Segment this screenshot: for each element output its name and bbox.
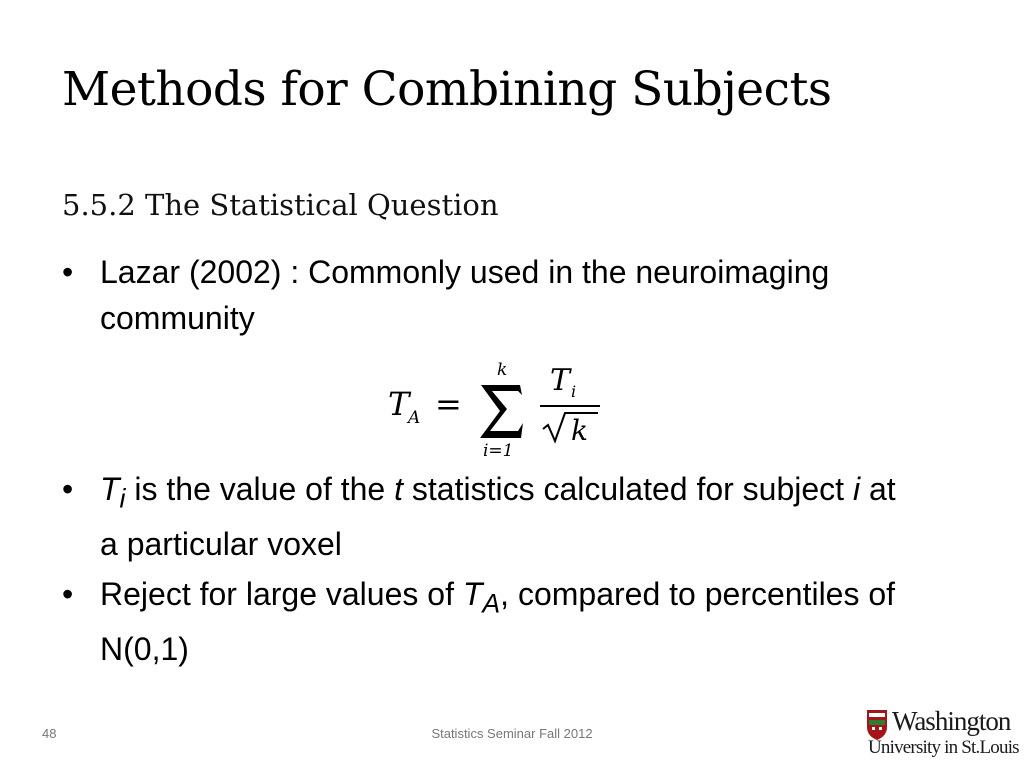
slide-number: 48	[42, 726, 57, 741]
bullet-item-2	[62, 466, 922, 567]
formula-ta-sum	[385, 345, 605, 460]
logo-university: University in St.Louis	[868, 737, 1019, 758]
bullet-2-part2: statistics calculated for subject	[402, 471, 853, 507]
formula-numerator-sub: i	[571, 382, 577, 401]
bullet-text-3	[100, 571, 922, 672]
slide-title: Methods for Combining Subjects	[62, 62, 832, 117]
formula-equals: =	[435, 385, 462, 423]
bullet-text-1: Lazar (2002) : Commonly used in the neuroimaging community	[100, 254, 830, 336]
bullet-2-part3: at a particular voxel	[100, 471, 896, 563]
t-symbol: T	[100, 471, 120, 507]
formula-sum-upper: k	[497, 360, 508, 380]
logo-name: Washington	[892, 706, 1011, 736]
summation-sign	[480, 385, 523, 438]
bullet-3-part2: , compared to percentiles of N(0,1)	[100, 576, 896, 668]
footer-text: Statistics Seminar Fall 2012	[431, 726, 593, 741]
t-subscript: i	[119, 483, 126, 514]
formula-sum-lower: i=1	[483, 441, 514, 460]
formula-lhs-sub: A	[408, 408, 421, 428]
ta-symbol: T	[462, 576, 483, 612]
bullet-dot: •	[62, 471, 74, 507]
formula-numerator-symbol: T	[550, 363, 571, 398]
university-logo	[866, 706, 1022, 762]
t-word: t	[394, 471, 403, 507]
i-word: i	[852, 471, 861, 507]
bullet-dot: •	[62, 576, 74, 612]
bullet-item-3	[62, 571, 922, 672]
bullet-item-1	[62, 249, 922, 341]
section-subtitle: 5.5.2 The Statistical Question	[62, 188, 499, 222]
ta-subscript: A	[482, 588, 501, 619]
formula-lhs-symbol: T	[388, 385, 410, 423]
bullet-text-2	[100, 466, 922, 567]
formula-denominator-var: k	[571, 414, 588, 447]
bullet-dot: •	[62, 254, 74, 290]
bullet-3-part1: Reject for large values of	[100, 576, 463, 612]
bullet-2-part1: is the value of the	[125, 471, 395, 507]
